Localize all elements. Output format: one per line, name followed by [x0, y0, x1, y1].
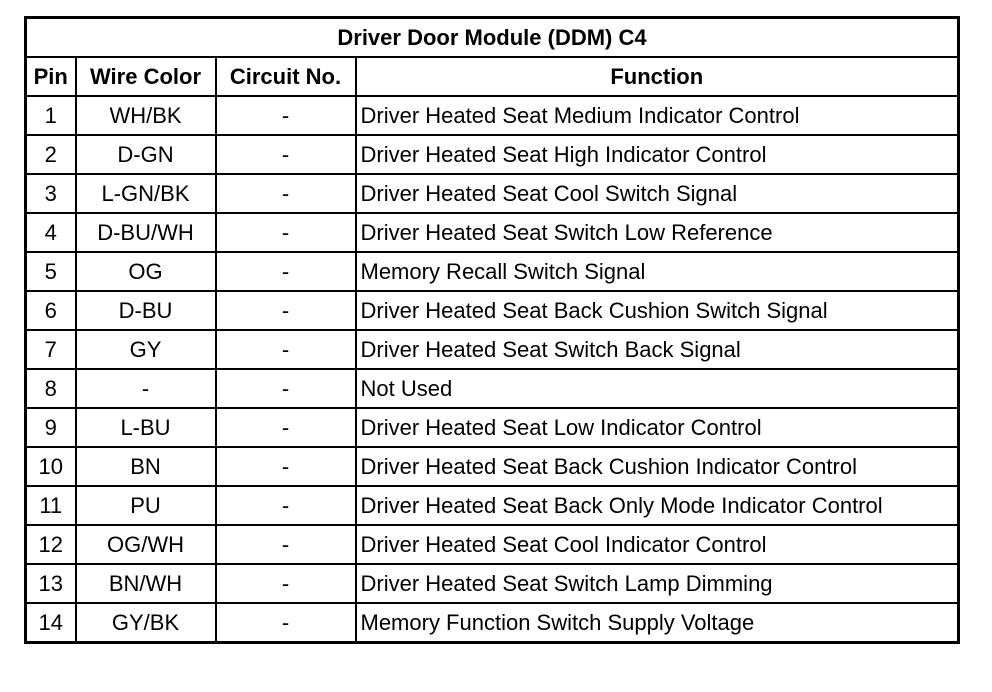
circuit-no-cell: - [216, 213, 356, 252]
pin-cell: 13 [26, 564, 76, 603]
circuit-no-cell: - [216, 174, 356, 213]
function-cell: Driver Heated Seat Switch Back Signal [356, 330, 959, 369]
function-cell: Driver Heated Seat Back Only Mode Indicator Control [356, 486, 959, 525]
circuit-no-cell: - [216, 564, 356, 603]
wire-color-cell: GY/BK [76, 603, 216, 643]
table-row [26, 96, 959, 135]
function-cell: Driver Heated Seat Cool Switch Signal [356, 174, 959, 213]
table-row [26, 564, 959, 603]
circuit-no-cell: - [216, 447, 356, 486]
function-cell: Memory Function Switch Supply Voltage [356, 603, 959, 643]
header-function: Function [356, 57, 959, 96]
wire-color-cell: BN/WH [76, 564, 216, 603]
table-row [26, 330, 959, 369]
pin-cell: 9 [26, 408, 76, 447]
function-cell: Driver Heated Seat Back Cushion Indicator Control [356, 447, 959, 486]
wire-color-cell: OG/WH [76, 525, 216, 564]
circuit-no-cell: - [216, 135, 356, 174]
table-row [26, 603, 959, 643]
pin-cell: 2 [26, 135, 76, 174]
header-circuit-no: Circuit No. [216, 57, 356, 96]
table-row [26, 252, 959, 291]
connector-pinout-table [24, 16, 960, 644]
wire-color-cell: GY [76, 330, 216, 369]
table-title-row [26, 18, 959, 58]
circuit-no-cell: - [216, 369, 356, 408]
table-row [26, 408, 959, 447]
function-cell: Memory Recall Switch Signal [356, 252, 959, 291]
table-body [26, 96, 959, 643]
wire-color-cell: D-GN [76, 135, 216, 174]
function-cell: Not Used [356, 369, 959, 408]
circuit-no-cell: - [216, 96, 356, 135]
circuit-no-cell: - [216, 525, 356, 564]
pin-cell: 3 [26, 174, 76, 213]
pin-cell: 11 [26, 486, 76, 525]
wire-color-cell: PU [76, 486, 216, 525]
function-cell: Driver Heated Seat Low Indicator Control [356, 408, 959, 447]
function-cell: Driver Heated Seat Cool Indicator Control [356, 525, 959, 564]
pin-cell: 5 [26, 252, 76, 291]
table-title: Driver Door Module (DDM) C4 [26, 18, 959, 58]
wire-color-cell: OG [76, 252, 216, 291]
function-cell: Driver Heated Seat Back Cushion Switch Signal [356, 291, 959, 330]
wire-color-cell: - [76, 369, 216, 408]
table-row [26, 369, 959, 408]
wire-color-cell: WH/BK [76, 96, 216, 135]
pin-cell: 12 [26, 525, 76, 564]
circuit-no-cell: - [216, 291, 356, 330]
wire-color-cell: L-GN/BK [76, 174, 216, 213]
wire-color-cell: D-BU [76, 291, 216, 330]
table-header-row [26, 57, 959, 96]
circuit-no-cell: - [216, 486, 356, 525]
pin-cell: 4 [26, 213, 76, 252]
table-row [26, 174, 959, 213]
wire-color-cell: D-BU/WH [76, 213, 216, 252]
wire-color-cell: BN [76, 447, 216, 486]
pin-cell: 10 [26, 447, 76, 486]
pin-cell: 7 [26, 330, 76, 369]
wire-color-cell: L-BU [76, 408, 216, 447]
pin-cell: 8 [26, 369, 76, 408]
table-row [26, 486, 959, 525]
circuit-no-cell: - [216, 330, 356, 369]
function-cell: Driver Heated Seat Medium Indicator Control [356, 96, 959, 135]
pin-cell: 6 [26, 291, 76, 330]
circuit-no-cell: - [216, 408, 356, 447]
circuit-no-cell: - [216, 603, 356, 643]
table-row [26, 525, 959, 564]
pin-cell: 1 [26, 96, 76, 135]
function-cell: Driver Heated Seat Switch Lamp Dimming [356, 564, 959, 603]
table-row [26, 447, 959, 486]
table-row [26, 291, 959, 330]
pin-cell: 14 [26, 603, 76, 643]
table-row [26, 135, 959, 174]
function-cell: Driver Heated Seat High Indicator Control [356, 135, 959, 174]
header-pin: Pin [26, 57, 76, 96]
circuit-no-cell: - [216, 252, 356, 291]
header-wire-color: Wire Color [76, 57, 216, 96]
table-row [26, 213, 959, 252]
function-cell: Driver Heated Seat Switch Low Reference [356, 213, 959, 252]
